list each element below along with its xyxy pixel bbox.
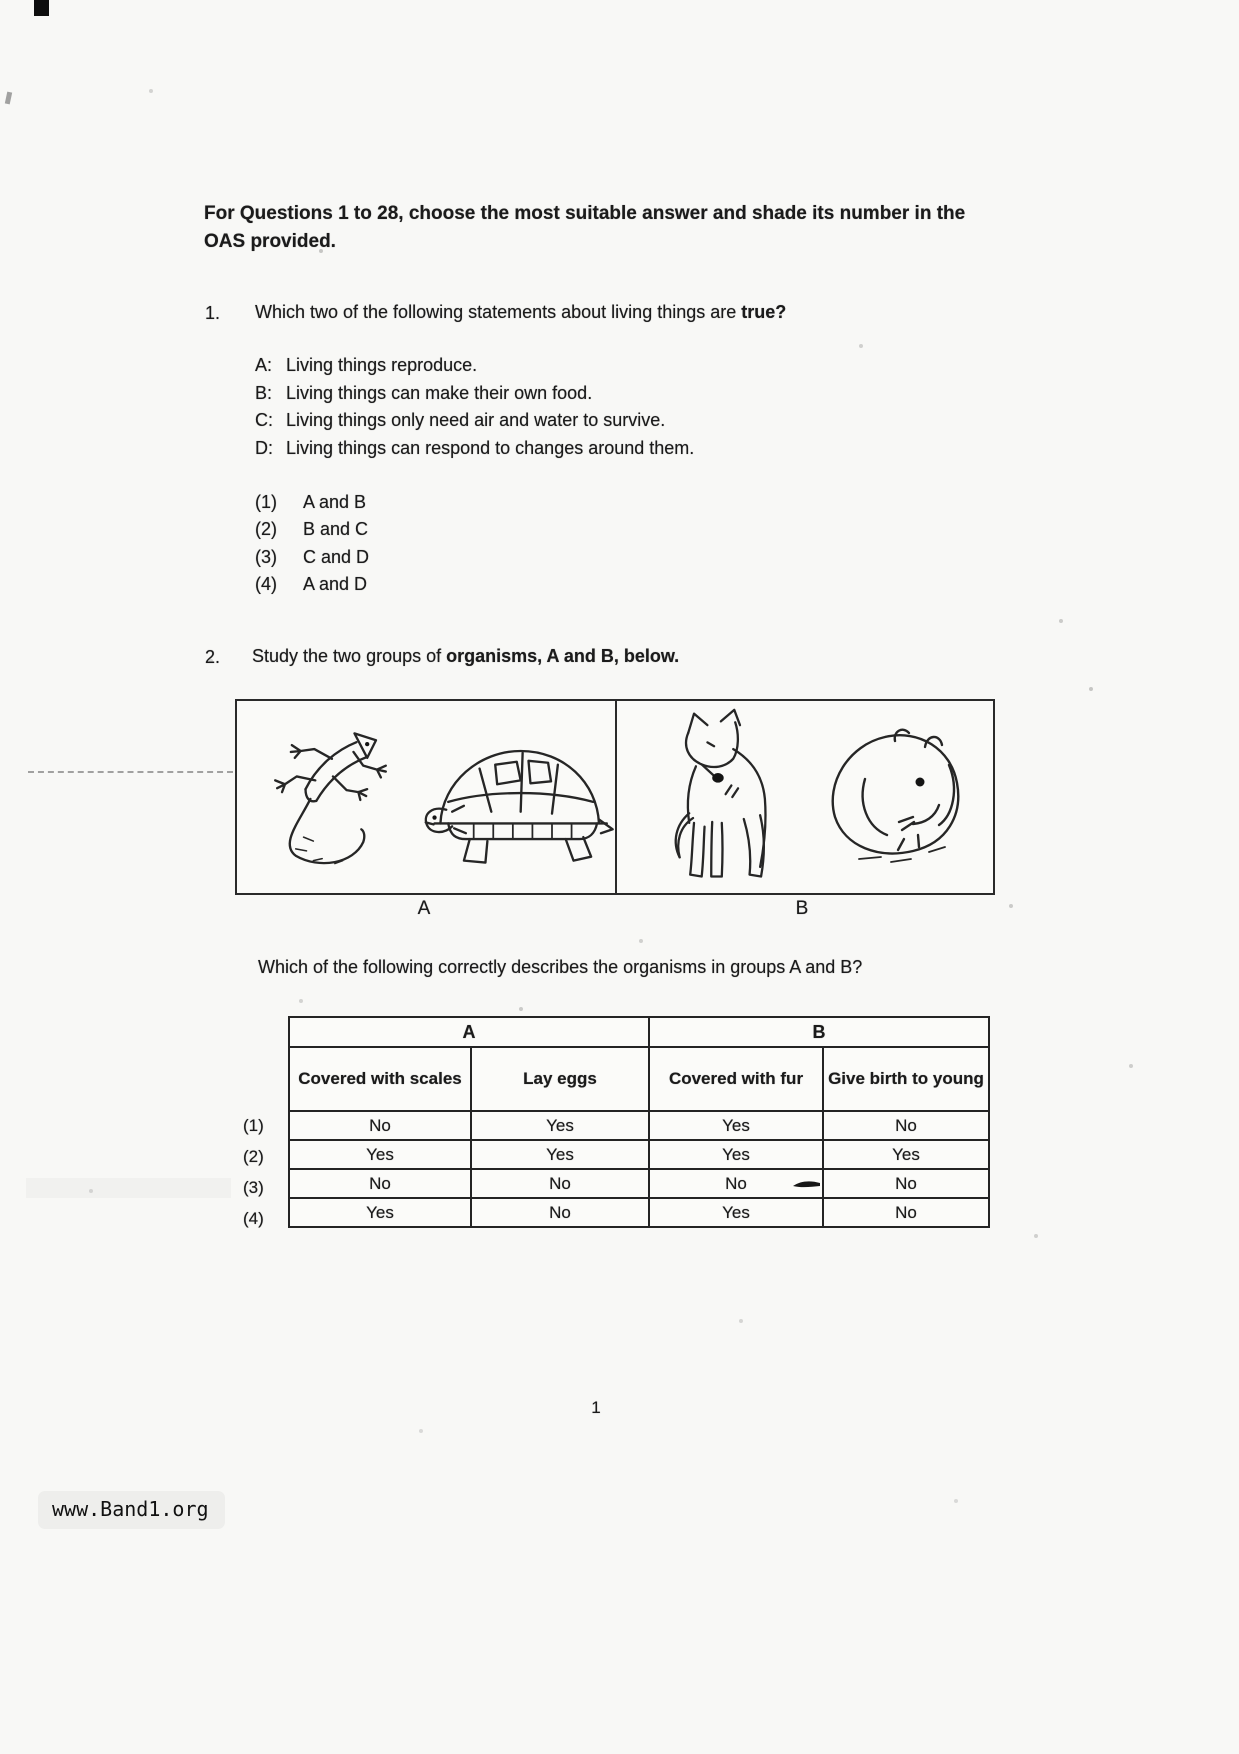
cell: No bbox=[471, 1169, 649, 1198]
question-2-text-main: Study the two groups of bbox=[252, 646, 447, 666]
statement-c-label: C: bbox=[255, 410, 273, 430]
row-number-1: (1) bbox=[243, 1115, 264, 1135]
group-b-label: B bbox=[795, 898, 809, 919]
option-4 bbox=[255, 571, 369, 598]
section-instructions: For Questions 1 to 28, choose the most suitable answer and shade its number in the OAS provided. bbox=[204, 203, 966, 252]
cell: No bbox=[823, 1198, 989, 1227]
row-number-2: (2) bbox=[243, 1146, 264, 1166]
col-header-fur: Covered with fur bbox=[649, 1047, 823, 1111]
option-3-text: C and D bbox=[303, 546, 370, 567]
statement-a-label: A: bbox=[255, 355, 273, 375]
table-row bbox=[289, 1198, 989, 1227]
table-row bbox=[289, 1169, 989, 1198]
cell: Yes bbox=[649, 1111, 823, 1140]
question-2-text-bold: organisms, A and B, below. bbox=[446, 646, 680, 666]
question-1-statements bbox=[255, 352, 694, 462]
table-row-numbers bbox=[243, 1110, 264, 1234]
option-1-number: (1) bbox=[255, 492, 277, 512]
table-column-header-row bbox=[289, 1047, 989, 1111]
option-1-text: A and B bbox=[303, 492, 367, 512]
option-4-number: (4) bbox=[255, 573, 277, 594]
cell: No bbox=[289, 1111, 471, 1140]
row-number-4: (4) bbox=[243, 1208, 264, 1228]
cell: No bbox=[649, 1169, 823, 1198]
question-2-sub-question: Which of the following correctly describes the organisms in groups A and B? bbox=[258, 957, 863, 977]
table-group-header-row bbox=[289, 1017, 989, 1047]
watermark: www.Band1.org bbox=[38, 1491, 225, 1529]
answer-table bbox=[288, 1016, 990, 1228]
option-1 bbox=[255, 489, 369, 516]
organism-groups-figure bbox=[235, 699, 995, 895]
group-b-panel bbox=[617, 701, 993, 893]
option-2-text: B and C bbox=[303, 519, 369, 540]
group-b-header: B bbox=[649, 1017, 989, 1047]
option-4-text: A and D bbox=[303, 573, 368, 594]
cell: Yes bbox=[823, 1140, 989, 1169]
statement-b-text: Living things can make their own food. bbox=[286, 382, 593, 403]
statement-b bbox=[255, 380, 694, 408]
dog-illustration bbox=[641, 706, 793, 888]
cell: Yes bbox=[649, 1140, 823, 1169]
question-2-text bbox=[252, 646, 1012, 667]
statement-c bbox=[255, 407, 694, 435]
col-header-young: Give birth to young bbox=[823, 1047, 989, 1111]
scan-corner-mark bbox=[34, 0, 49, 16]
question-1-text-bold: true? bbox=[741, 302, 787, 322]
scan-noise bbox=[0, 0, 2, 2]
hamster-illustration bbox=[801, 721, 969, 873]
page-number: 1 bbox=[591, 1398, 601, 1417]
table-row bbox=[289, 1140, 989, 1169]
cell: Yes bbox=[471, 1140, 649, 1169]
ink-mark-artifact bbox=[793, 1180, 821, 1190]
question-1-text-main: Which two of the following statements about living things are bbox=[255, 302, 742, 322]
lizard-illustration bbox=[237, 718, 405, 876]
statement-a-text: Living things reproduce. bbox=[286, 355, 478, 375]
option-3-number: (3) bbox=[255, 546, 277, 567]
group-a-label: A bbox=[417, 898, 431, 919]
cell: Yes bbox=[471, 1111, 649, 1140]
statement-c-text: Living things only need air and water to survive. bbox=[286, 410, 666, 430]
option-2-number: (2) bbox=[255, 519, 277, 540]
scan-dashed-line bbox=[28, 771, 233, 773]
group-a-header: A bbox=[289, 1017, 649, 1047]
cell: No bbox=[823, 1111, 989, 1140]
statement-d-label: D: bbox=[255, 437, 273, 458]
statement-d-text: Living things can respond to changes around them. bbox=[286, 437, 695, 458]
statement-b-label: B: bbox=[255, 382, 273, 403]
scan-faint-band bbox=[26, 1178, 231, 1198]
question-1-text bbox=[255, 302, 1015, 323]
question-1-number: 1. bbox=[205, 303, 221, 323]
question-2-number: 2. bbox=[205, 647, 221, 667]
tortoise-illustration bbox=[413, 718, 615, 876]
cell: No bbox=[823, 1169, 989, 1198]
cell: Yes bbox=[649, 1198, 823, 1227]
col-header-eggs: Lay eggs bbox=[471, 1047, 649, 1111]
scan-edge-mark bbox=[5, 92, 12, 105]
cell: No bbox=[289, 1169, 471, 1198]
group-a-panel bbox=[237, 701, 617, 893]
cell: No bbox=[471, 1198, 649, 1227]
option-3 bbox=[255, 544, 369, 571]
statement-a bbox=[255, 352, 694, 380]
cell: Yes bbox=[289, 1140, 471, 1169]
statement-d bbox=[255, 435, 694, 463]
cell: Yes bbox=[289, 1198, 471, 1227]
figure-group-labels bbox=[235, 898, 991, 920]
row-number-3: (3) bbox=[243, 1177, 264, 1197]
question-1-options bbox=[255, 489, 369, 598]
option-2 bbox=[255, 516, 369, 543]
table-row bbox=[289, 1111, 989, 1140]
col-header-scales: Covered with scales bbox=[289, 1047, 471, 1111]
